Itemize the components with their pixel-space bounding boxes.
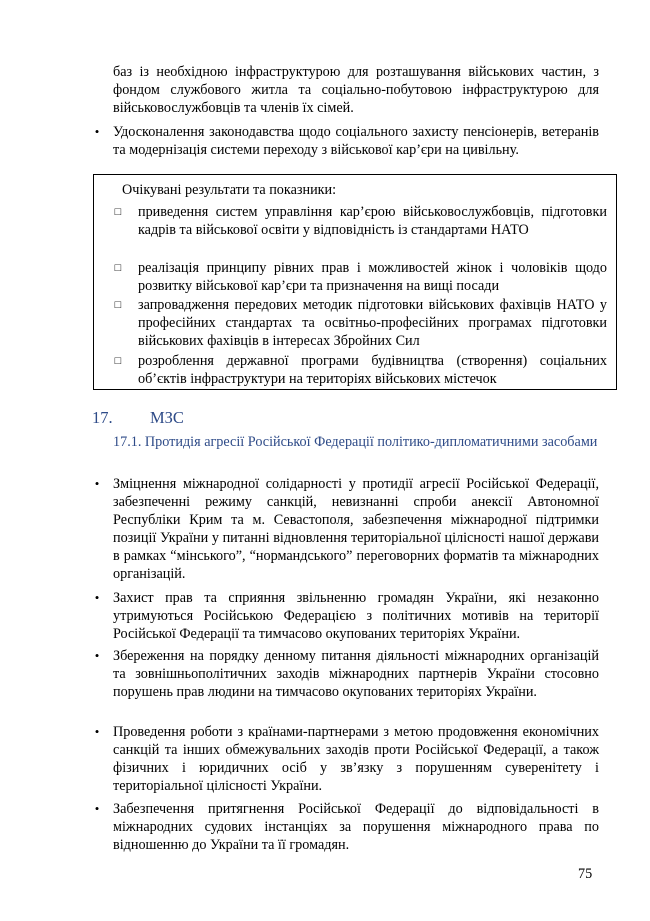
bullet-marker: • — [94, 801, 100, 816]
bullet-text: Збереження на порядку денному питання діяльності міжнародних організацій та зовнішньополітичних заходів міжнародних партнерів України стосовно порушень прав людини на тимчасово окупованих територіях України. — [113, 648, 599, 700]
checkbox-square-icon: □ — [114, 206, 122, 218]
result-item-text: розроблення державної програми будівництва (створення) соціальних об’єктів інфраструктури на територіях військових містечок — [138, 353, 607, 387]
expected-results-box — [93, 174, 617, 390]
bullet-item — [94, 589, 599, 643]
bullet-marker: • — [94, 476, 100, 491]
checkbox-square-icon: □ — [114, 355, 122, 367]
intro-paragraph: баз із необхідною інфраструктурою для розташування військових частин, з фондом службового житла та соціально-побутовою інфраструктурою для військовослужбовців та членів їх сімей. — [113, 64, 599, 116]
results-box-title: Очікувані результати та показники: — [122, 182, 337, 198]
result-item — [114, 296, 607, 350]
bullet-text: Удосконалення законодавства щодо соціального захисту пенсіонерів, ветеранів та модернізація системи переходу з військової кар’єри на цивільну. — [113, 124, 599, 158]
result-item-text: запровадження передових методик підготовки військових фахівців НАТО у професійних стандартах та освітньо-професійних програмах підготовки військових фахівців в інтересах Збройних Сил — [138, 297, 607, 349]
result-item-text: приведення систем управління кар’єрою військовослужбовців, підготовки кадрів та військової освіти у відповідність із стандартами НАТО — [138, 204, 607, 238]
checkbox-square-icon: □ — [114, 299, 122, 311]
result-item — [114, 352, 607, 388]
subsection-heading: 17.1. Протидія агресії Російської Федерації політико-дипломатичними засобами — [113, 434, 598, 450]
bullet-text: Захист прав та сприяння звільненню громадян України, які незаконно утримуються Російською Федерацією з політичних мотивів на території Російської Федерації та тимчасово окупованих територіях України. — [113, 590, 599, 642]
page-number: 75 — [578, 866, 593, 882]
bullet-marker: • — [94, 648, 100, 663]
bullet-text: Зміцнення міжнародної солідарності у протидії агресії Російської Федерації, забезпеченні режиму санкцій, невизнанні спроби анексії Автономної Республіки Крим та м. Севастополя, забезпечення міжнародної підтримки позиції України у питанні відновлення територіальної цілісності нашої держави в рамках “мінського”, “нормандського” переговорних форматів та міжнародних організацій. — [113, 476, 599, 582]
bullet-item — [94, 123, 599, 159]
bullet-item — [94, 647, 599, 701]
bullet-marker: • — [94, 724, 100, 739]
section-title: МЗС — [150, 408, 184, 427]
bullet-item — [94, 475, 599, 583]
bullet-item — [94, 800, 599, 854]
bullet-marker: • — [94, 124, 100, 139]
bullet-item — [94, 723, 599, 795]
result-item — [114, 203, 607, 239]
section-number: 17. — [92, 408, 113, 427]
bullet-marker: • — [94, 590, 100, 605]
result-item-text: реалізація принципу рівних прав і можливостей жінок і чоловіків щодо розвитку військової кар’єри та призначення на вищі посади — [138, 260, 607, 294]
bullet-text: Забезпечення притягнення Російської Федерації до відповідальності в міжнародних судових інстанціях за порушення міжнародного права по відношенню до України та її громадян. — [113, 801, 599, 853]
section-heading — [92, 408, 184, 428]
bullet-text: Проведення роботи з країнами-партнерами з метою продовження економічних санкцій та інших обмежувальних заходів проти Російської Федерації, а також фізичних і юридичних осіб у зв’язку з порушенням суверенітету і територіальної цілісності України. — [113, 724, 599, 794]
result-item — [114, 259, 607, 295]
checkbox-square-icon: □ — [114, 262, 122, 274]
